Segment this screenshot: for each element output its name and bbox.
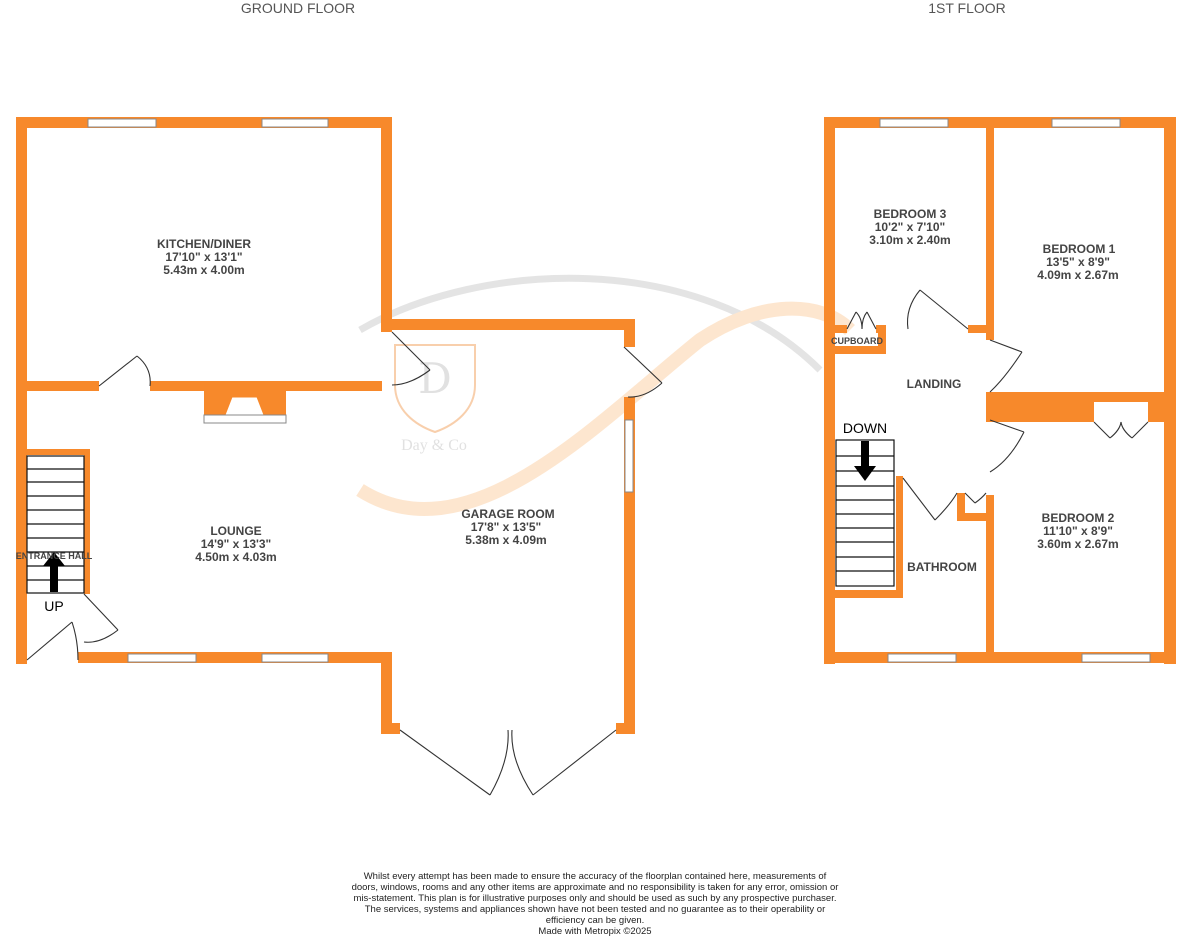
window — [888, 654, 956, 662]
wall — [835, 590, 903, 598]
first-floor-plan — [824, 117, 1176, 664]
wall — [957, 513, 986, 521]
watermark-brand: Day & Co — [401, 437, 467, 454]
first-floor-title: 1ST FLOOR — [928, 0, 1006, 16]
wall — [1164, 117, 1176, 664]
wardrobe-door — [1094, 422, 1148, 438]
garage-metric: 5.38m x 4.09m — [465, 533, 547, 547]
wall — [824, 117, 835, 664]
stairs-up — [27, 456, 84, 593]
lounge-name: LOUNGE — [210, 524, 262, 538]
hearth-line — [204, 415, 286, 423]
door-entrance-lounge — [84, 594, 118, 642]
lounge-imperial: 14'9" x 13'3" — [200, 537, 272, 551]
bedroom2-name: BEDROOM 2 — [1041, 511, 1115, 525]
fireplace-hearth — [225, 397, 264, 415]
bedroom1-imperial: 13'5" x 8'9" — [1046, 255, 1110, 269]
wall — [896, 476, 903, 598]
window — [262, 654, 328, 662]
stairs-up-label: UP — [44, 598, 64, 614]
bedroom1-metric: 4.09m x 2.67m — [1037, 268, 1119, 282]
door-kitchen-lounge — [99, 356, 150, 386]
bedroom2-imperial: 11'10" x 8'9" — [1043, 524, 1113, 538]
garage-double-doors — [400, 730, 616, 795]
bathroom-label: BATHROOM — [907, 560, 977, 574]
wall — [986, 495, 994, 655]
wall — [381, 117, 392, 332]
disclaimer — [350, 871, 840, 937]
garage-name: GARAGE ROOM — [461, 507, 555, 521]
wall — [624, 319, 635, 347]
wall — [968, 325, 994, 333]
bedroom3-metric: 3.10m x 2.40m — [869, 233, 951, 247]
door-bedroom1 — [990, 340, 1022, 392]
kitchen-imperial: 17'10" x 13'1" — [165, 250, 243, 264]
door-airing — [965, 493, 986, 503]
window — [1082, 654, 1150, 662]
wall — [16, 117, 392, 128]
bedroom3-name: BEDROOM 3 — [873, 207, 947, 221]
door-front — [27, 622, 78, 660]
wall — [381, 319, 635, 330]
disclaimer-credit: Made with Metropix ©2025 — [538, 926, 652, 937]
wall — [381, 723, 400, 734]
window — [88, 119, 156, 127]
landing-label: LANDING — [906, 377, 962, 391]
window — [1052, 119, 1120, 127]
kitchen-metric: 5.43m x 4.00m — [163, 263, 245, 277]
door-bathroom — [903, 478, 957, 520]
disclaimer-text: Whilst every attempt has been made to ensure the accuracy of the floorplan contained here, measurements of doors, windows, rooms and any other items are approximate and no responsibility is taken for any error, omission or mis-statement. This plan is for illustrative purposes only and should be used as such by any prospective purchaser. The services, systems and appliances shown have not been tested and no guarantee as to their operability or efficiency can be given. — [351, 871, 839, 926]
wall — [150, 381, 382, 391]
wall — [27, 449, 89, 455]
wall — [1148, 402, 1176, 422]
wardrobe — [1094, 402, 1148, 422]
wall — [78, 652, 392, 663]
cupboard-label: CUPBOARD — [830, 336, 884, 346]
wall — [824, 117, 1176, 128]
wall — [27, 381, 99, 391]
watermark — [360, 278, 850, 509]
ground-floor-title: GROUND FLOOR — [240, 0, 356, 16]
door-bedroom3 — [908, 290, 969, 329]
window — [880, 119, 948, 127]
wall — [986, 392, 1176, 402]
bedroom1-name: BEDROOM 1 — [1042, 242, 1116, 256]
window — [625, 420, 633, 492]
stairs-down — [836, 440, 894, 586]
wall — [84, 449, 90, 594]
wall — [986, 128, 994, 340]
wall — [616, 723, 635, 734]
garage-imperial: 17'8" x 13'5" — [470, 520, 542, 534]
bedroom3-imperial: 10'2" x 7'10" — [874, 220, 946, 234]
bedroom2-metric: 3.60m x 2.67m — [1037, 537, 1119, 551]
watermark-initial: D — [418, 354, 452, 403]
lounge-metric: 4.50m x 4.03m — [195, 550, 277, 564]
wall — [835, 325, 847, 333]
kitchen-name: KITCHEN/DINER — [156, 237, 252, 251]
window — [262, 119, 328, 127]
window — [128, 654, 196, 662]
entrance-hall-label: ENTRANCE HALL — [15, 551, 93, 561]
wall — [16, 117, 27, 664]
wall — [986, 402, 1094, 422]
stairs-down-label: DOWN — [842, 420, 888, 436]
door-bedroom2 — [990, 420, 1024, 472]
wall — [381, 652, 392, 734]
